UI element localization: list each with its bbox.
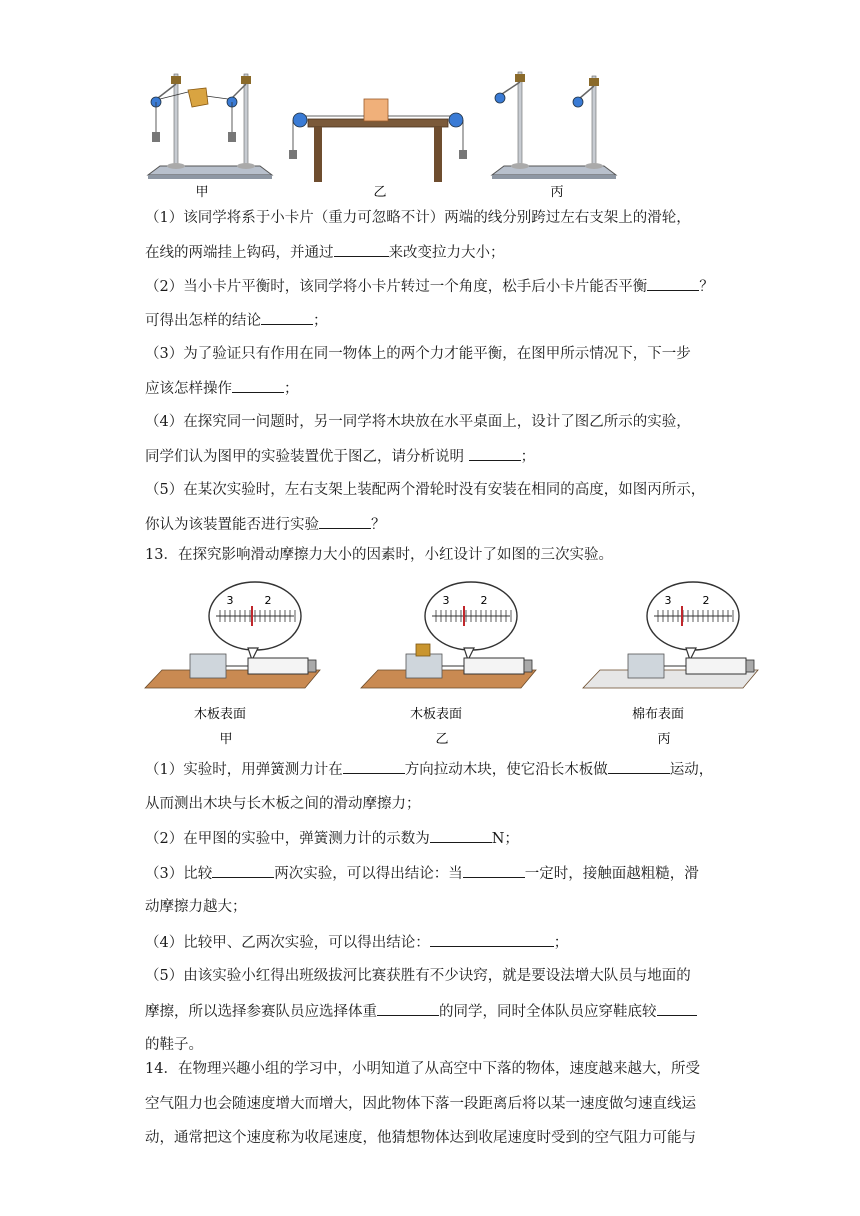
spring-scale-handle <box>308 660 316 672</box>
question-text: 的鞋子。 <box>145 1037 203 1053</box>
q12_lines-line <box>145 276 725 297</box>
q12_lines-line <box>145 344 725 364</box>
q14_lines-line <box>145 1094 725 1114</box>
figure-caption-bing: 丙 <box>550 185 564 200</box>
question-text: N； <box>491 831 519 847</box>
question-text: （5）在某次实验时，左右支架上装配两个滑轮时没有安装在相同的高度，如图丙所示， <box>145 482 706 498</box>
question-text: ； <box>520 449 536 465</box>
scale-digit: 3 <box>226 594 234 607</box>
question-text: 两次实验，可以得出结论：当 <box>274 865 463 882</box>
figure-label: 甲 <box>219 732 233 747</box>
question-text: ？ <box>699 279 714 295</box>
answer-blank[interactable] <box>463 863 525 878</box>
spring-scale <box>248 658 308 674</box>
figure-jia-apparatus <box>148 74 272 179</box>
q13_lines-line <box>145 966 725 986</box>
q13_lines-line <box>145 828 725 849</box>
question-text: 运动， <box>669 762 714 778</box>
question-text: 的同学，同时全体队员应穿鞋底较 <box>439 1003 657 1020</box>
question-text: 14．在物理兴趣小组的学习中，小明知道了从高空中下落的物体，速度越来越大，所受 <box>145 1061 700 1077</box>
answer-blank[interactable] <box>343 759 405 774</box>
wooden-block <box>190 654 226 678</box>
scale-digit: 2 <box>264 594 272 607</box>
question-text: （3）为了验证只有作用在同一物体上的两个力才能平衡，在图甲所示情况下，下一步 <box>145 346 691 362</box>
question-text: 在线的两端挂上钩码，并通过 <box>145 245 334 261</box>
scale-digit: 3 <box>664 594 672 607</box>
answer-blank[interactable] <box>430 828 492 843</box>
answer-blank[interactable] <box>647 276 699 291</box>
q14_lines-line <box>145 1128 725 1148</box>
answer-blank[interactable] <box>261 310 313 325</box>
question-text: 来改变拉力大小； <box>388 245 505 261</box>
answer-blank[interactable] <box>319 514 371 529</box>
answer-blank[interactable] <box>212 863 274 878</box>
scale-digit: 2 <box>480 594 488 607</box>
surface-label: 木板表面 <box>409 707 463 722</box>
q12_lines-line <box>145 412 725 432</box>
figure-caption-jia: 甲 <box>195 185 209 200</box>
scale-digit: 3 <box>442 594 450 607</box>
question-text: ； <box>313 313 328 329</box>
question-text: 应该怎样操作 <box>145 381 232 397</box>
q12_lines-line <box>145 480 725 500</box>
question-text: 可得出怎样的结论 <box>145 313 261 329</box>
scale-digit: 2 <box>702 594 710 607</box>
question-text: （2）当小卡片平衡时，该同学将小卡片转过一个角度，松手后小卡片能否平衡 <box>145 279 648 295</box>
question-text: 空气阻力也会随速度增大而增大，因此物体下落一段距离后将以某一速度做匀速直线运 <box>145 1095 696 1112</box>
spring-scale-handle <box>746 660 754 672</box>
figure-caption-yi: 乙 <box>373 185 387 200</box>
q12_lines-line <box>145 310 725 331</box>
weight <box>416 644 430 656</box>
q14_lines-line <box>145 1059 725 1079</box>
figure-label: 乙 <box>435 732 449 747</box>
q13_lines-line <box>145 759 725 780</box>
friction-experiment-figures <box>140 578 760 750</box>
question-text: （3）比较 <box>145 865 213 882</box>
figure-label: 丙 <box>657 732 671 747</box>
question-text: （2）在甲图的实验中，弹簧测力计的示数为 <box>145 831 430 847</box>
question-text: （4）在探究同一问题时，另一同学将木块放在水平桌面上，设计了图乙所示的实验， <box>145 414 691 430</box>
answer-blank[interactable] <box>608 759 670 774</box>
answer-blank[interactable] <box>469 446 521 461</box>
wooden-block <box>406 654 442 678</box>
question-text: （5）由该实验小红得出班级拔河比赛获胜有不少诀窍，就是要设法增大队员与地面的 <box>145 968 691 984</box>
pulley-experiment-figures <box>140 62 640 202</box>
spring-scale <box>686 658 746 674</box>
answer-blank[interactable] <box>232 378 284 393</box>
question-text: 摩擦，所以选择参赛队员应选择体重 <box>145 1003 377 1020</box>
answer-blank[interactable] <box>430 932 554 947</box>
q13_lines-line <box>145 897 725 917</box>
question-text: 一定时，接触面越粗糙，滑 <box>524 865 699 882</box>
answer-blank[interactable] <box>657 1001 697 1016</box>
answer-blank[interactable] <box>334 242 389 257</box>
question-text: 你认为该装置能否进行实验 <box>145 517 319 533</box>
figure-yi-apparatus <box>289 99 467 182</box>
question-text: （1）该同学将系于小卡片（重力可忽略不计）两端的线分别跨过左右支架上的滑轮， <box>145 210 691 226</box>
q13_lines-line <box>145 863 725 884</box>
q12_lines-line <box>145 242 725 263</box>
question-text: 方向拉动木块，使它沿长木板做 <box>404 762 608 778</box>
surface-label: 棉布表面 <box>631 707 685 722</box>
question-text: 同学们认为图甲的实验装置优于图乙，请分析说明 <box>145 449 469 465</box>
q12_lines-line <box>145 208 725 228</box>
question-13-intro: 13．在探究影响滑动摩擦力大小的因素时，小红设计了如图的三次实验。 <box>145 547 613 563</box>
question-text: ； <box>284 381 299 397</box>
q13_lines-line <box>145 794 725 814</box>
q13_lines-line <box>145 1001 725 1022</box>
question-text: ？ <box>371 517 386 533</box>
wooden-block <box>628 654 664 678</box>
q13_lines-line <box>145 932 725 953</box>
question-text: 动摩擦力越大； <box>145 899 247 915</box>
answer-blank[interactable] <box>377 1001 439 1016</box>
question-text: 动，通常把这个速度称为收尾速度，他猜想物体达到收尾速度时受到的空气阻力可能与 <box>145 1130 696 1146</box>
spring-scale <box>464 658 524 674</box>
spring-scale-handle <box>524 660 532 672</box>
question-text: 从而测出木块与长木板之间的滑动摩擦力； <box>145 795 421 812</box>
q12_lines-line <box>145 514 725 535</box>
question-text: （4）比较甲、乙两次实验，可以得出结论： <box>145 934 430 951</box>
q12_lines-line <box>145 446 725 467</box>
question-text: ； <box>553 934 569 951</box>
question-text: （1）实验时，用弹簧测力计在 <box>145 762 343 778</box>
surface-label: 木板表面 <box>193 707 247 722</box>
q12_lines-line <box>145 378 725 399</box>
figure-bing-apparatus <box>492 72 616 179</box>
q13_lines-line <box>145 1035 725 1055</box>
